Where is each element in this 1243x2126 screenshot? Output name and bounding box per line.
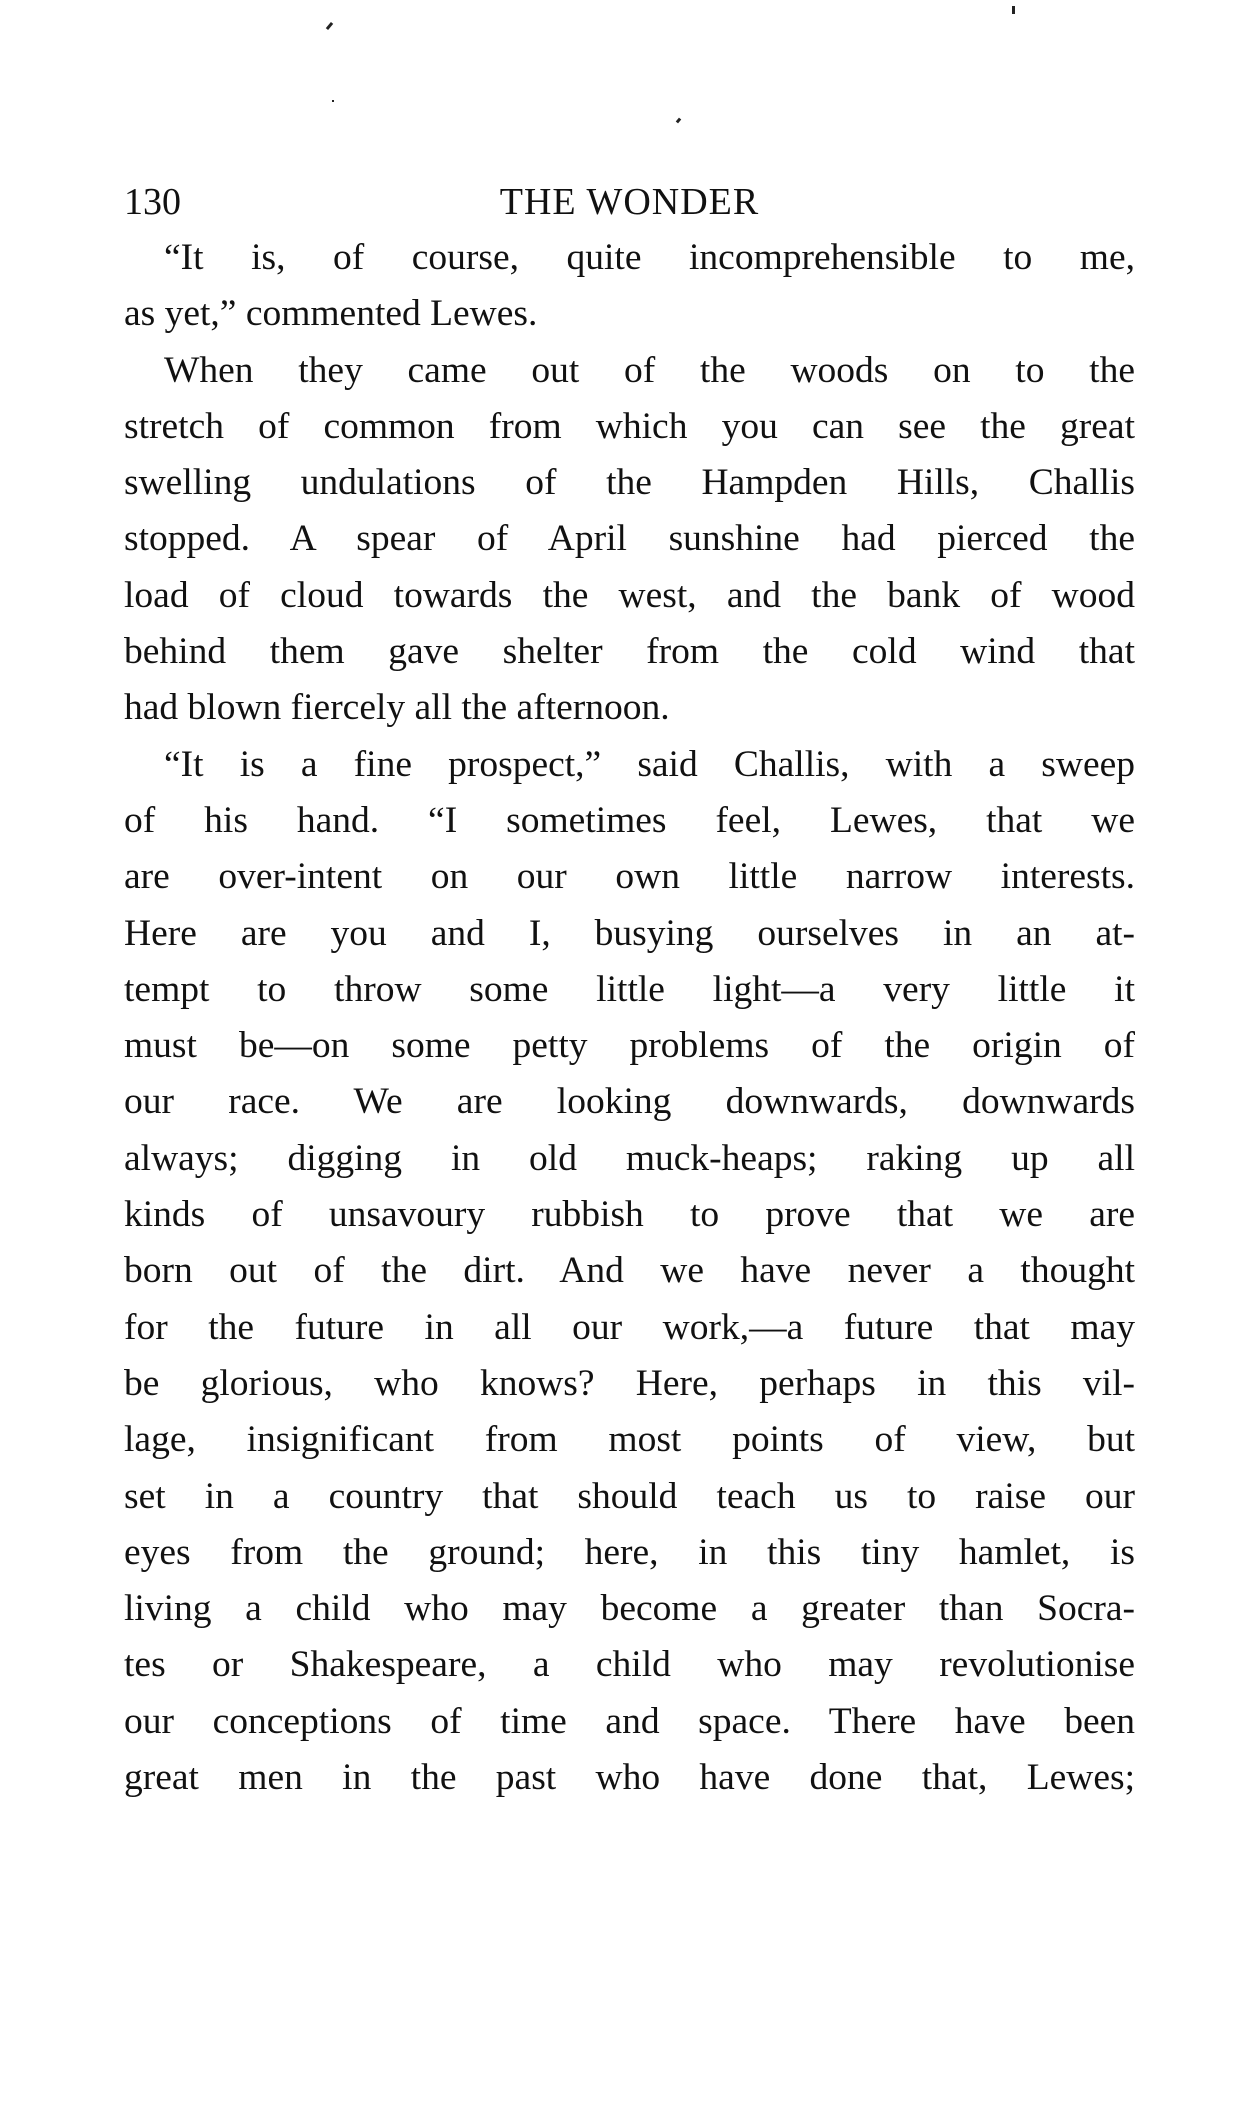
text-line: be glorious, who knows? Here, perhaps in this vil-	[124, 1362, 1135, 1404]
text-line: for the future in all our work,—a future that may	[124, 1306, 1135, 1348]
scan-speck	[326, 22, 333, 30]
text-line: lage, insignificant from most points of view, but	[124, 1419, 1135, 1461]
text-line: Here are you and I, busying ourselves in an at-	[124, 912, 1135, 954]
text-line: must be—on some petty problems of the origin of	[124, 1025, 1135, 1067]
page-header	[124, 180, 1135, 230]
text-line: stopped. A spear of April sunshine had pierced the	[124, 518, 1135, 560]
text-line: tempt to throw some little light—a very little it	[124, 968, 1135, 1010]
scan-speck	[332, 100, 334, 102]
text-line: “It is, of course, quite incomprehensible to me,	[164, 237, 1135, 278]
scan-speck	[676, 118, 682, 124]
page-number: 130	[124, 181, 181, 223]
text-line: behind them gave shelter from the cold wind that	[124, 631, 1135, 673]
text-line: stretch of common from which you can see the great	[124, 405, 1135, 447]
text-line: are over-intent on our own little narrow interests.	[124, 856, 1135, 898]
text-line: always; digging in old muck-heaps; raking up all	[124, 1137, 1135, 1179]
page-body-text	[124, 230, 1135, 1806]
text-line: load of cloud towards the west, and the bank of wood	[124, 574, 1135, 616]
text-line: “It is a fine prospect,” said Challis, with a sweep	[164, 743, 1135, 785]
text-line: kinds of unsavoury rubbish to prove that we are	[124, 1194, 1135, 1236]
text-line: great men in the past who have done that, Lewes;	[124, 1757, 1135, 1799]
text-line: When they came out of the woods on to the	[164, 349, 1135, 391]
text-line: of his hand. “I sometimes feel, Lewes, that we	[124, 799, 1135, 841]
text-line: had blown fiercely all the afternoon.	[124, 687, 670, 729]
text-line: tes or Shakespeare, a child who may revolutionise	[124, 1644, 1135, 1686]
text-line: eyes from the ground; here, in this tiny hamlet, is	[124, 1531, 1135, 1573]
text-line: as yet,” commented Lewes.	[124, 293, 538, 335]
text-line: our race. We are looking downwards, downwards	[124, 1081, 1135, 1123]
running-title: THE WONDER	[499, 181, 760, 223]
text-line: living a child who may become a greater than Socra-	[124, 1588, 1135, 1630]
text-line: swelling undulations of the Hampden Hills, Challis	[124, 462, 1135, 504]
scan-speck	[1012, 6, 1015, 14]
text-line: set in a country that should teach us to raise our	[124, 1475, 1135, 1517]
text-line: born out of the dirt. And we have never a thought	[124, 1250, 1135, 1292]
text-line: our conceptions of time and space. There have been	[124, 1700, 1135, 1742]
